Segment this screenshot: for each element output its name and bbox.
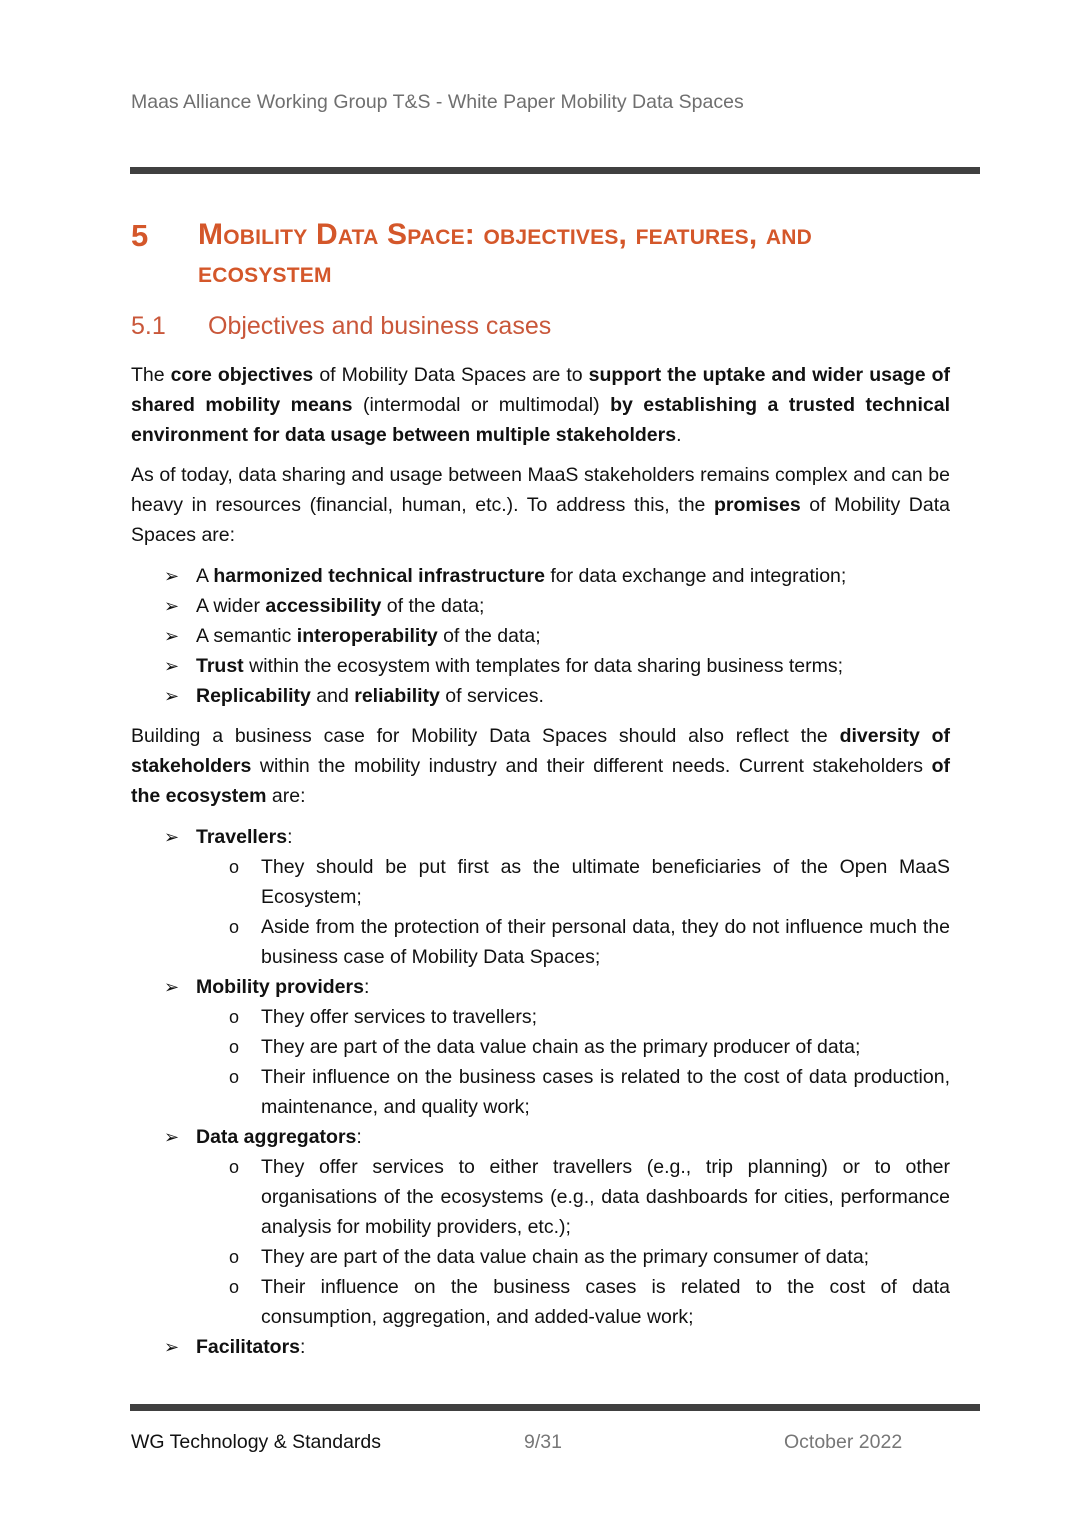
stakeholder-name: Data aggregators xyxy=(196,1126,357,1148)
bold-run: by establishing a trusted technical environment for data usage between multiple stakeholders xyxy=(131,394,950,446)
bold-run: support the uptake and wider usage of shared mobility means xyxy=(131,364,951,416)
text-run: of the data; xyxy=(381,595,485,617)
sub-list-item xyxy=(131,852,950,912)
arrow-bullet-icon: ➢ xyxy=(164,566,180,586)
circle-bullet-icon: o xyxy=(229,1157,240,1177)
subsection-number: 5.1 xyxy=(131,312,166,340)
sub-list-item xyxy=(131,1242,950,1272)
section-heading xyxy=(131,216,950,294)
text-run: : xyxy=(363,976,370,998)
text-run: of Mobility Data Spaces are to xyxy=(313,364,589,386)
sub-list-item xyxy=(131,1152,950,1242)
text-run: They should be put first as the ultimate beneficiaries of the Open MaaS Ecosystem; xyxy=(261,856,950,908)
circle-bullet-icon: o xyxy=(229,1277,240,1297)
circle-bullet-icon: o xyxy=(229,1037,240,1057)
paragraph-core-objectives xyxy=(131,360,950,450)
circle-bullet-icon: o xyxy=(229,857,240,877)
text-run: Aside from the protection of their personal data, they do not influence much the business case of Mobility Data Spaces; xyxy=(261,916,950,968)
footer-rule xyxy=(130,1404,980,1411)
arrow-bullet-icon: ➢ xyxy=(164,596,180,616)
circle-bullet-icon: o xyxy=(229,917,240,937)
sub-list-item xyxy=(131,912,950,972)
stakeholder-mobility-providers xyxy=(131,972,950,1122)
stakeholder-name: Facilitators xyxy=(196,1336,301,1358)
paragraph-stakeholders-intro xyxy=(131,721,950,811)
arrow-bullet-icon: ➢ xyxy=(164,686,180,706)
arrow-bullet-icon: ➢ xyxy=(164,656,180,676)
sub-list-item xyxy=(131,1002,950,1032)
page-content xyxy=(131,216,950,1362)
stakeholder-travellers xyxy=(131,822,950,972)
text-run: of services. xyxy=(439,685,544,707)
text-run: : xyxy=(356,1126,362,1148)
text-run: : xyxy=(287,826,293,848)
bold-run: accessibility xyxy=(265,595,382,617)
sub-list-item xyxy=(131,1032,950,1062)
sub-list-item xyxy=(131,1272,950,1332)
header-rule xyxy=(130,167,980,174)
list-item xyxy=(131,681,950,711)
arrow-bullet-icon: ➢ xyxy=(164,1337,180,1357)
list-item xyxy=(131,591,950,621)
sub-list-item xyxy=(131,1062,950,1122)
circle-bullet-icon: o xyxy=(229,1247,240,1267)
text-run: Building a business case for Mobility Data Spaces should also reflect the xyxy=(131,725,840,747)
bold-run: interoperability xyxy=(296,625,438,647)
text-run: A semantic xyxy=(196,625,297,647)
text-run: within the ecosystem with templates for data sharing business terms; xyxy=(243,655,844,677)
text-run: They offer services to travellers; xyxy=(261,1006,537,1028)
stakeholder-name: Mobility providers xyxy=(196,976,364,998)
text-run: and xyxy=(310,685,355,707)
text-run: of Mobility Data Spaces are: xyxy=(131,494,950,546)
circle-bullet-icon: o xyxy=(229,1007,240,1027)
stakeholders-list xyxy=(131,822,950,1362)
bold-run: promises xyxy=(713,494,801,516)
footer-group-name: WG Technology & Standards xyxy=(131,1431,382,1453)
bold-run: Replicability xyxy=(196,685,311,707)
text-run: They are part of the data value chain as the primary producer of data; xyxy=(261,1036,861,1058)
sub-list xyxy=(196,1002,950,1122)
list-item xyxy=(131,561,950,591)
circle-bullet-icon: o xyxy=(229,1067,240,1087)
bold-run: core objectives xyxy=(170,364,314,386)
promises-list xyxy=(131,561,950,711)
sub-list xyxy=(196,852,950,972)
arrow-bullet-icon: ➢ xyxy=(164,1127,180,1147)
bold-run: of the ecosystem xyxy=(131,755,950,807)
sub-list xyxy=(196,1152,950,1332)
bold-run: reliability xyxy=(354,685,440,707)
paragraph-promises-intro xyxy=(131,460,950,550)
text-run: A wider xyxy=(196,595,266,617)
footer-date: October 2022 xyxy=(784,1431,903,1453)
text-run: As of today, data sharing and usage between MaaS stakeholders remains complex and can be heavy in resources (financial, human, etc.). To address this, the xyxy=(131,464,950,516)
text-run: Their influence on the business cases is related to the cost of data consumption, aggregation, and added-value work; xyxy=(261,1276,950,1328)
text-run: : xyxy=(300,1336,306,1358)
text-run: are: xyxy=(266,785,306,807)
text-run: . xyxy=(676,424,682,446)
subsection-title: Objectives and business cases xyxy=(208,312,552,340)
list-item xyxy=(131,651,950,681)
bold-run: harmonized technical infrastructure xyxy=(213,565,545,587)
bold-run: diversity of stakeholders xyxy=(131,725,950,777)
subsection-heading xyxy=(131,308,950,350)
arrow-bullet-icon: ➢ xyxy=(164,977,180,997)
page-number: 9/31 xyxy=(524,1431,562,1453)
text-run: A xyxy=(196,565,214,587)
section-title xyxy=(198,216,950,292)
running-header: Maas Alliance Working Group T&S - White Paper Mobility Data Spaces xyxy=(131,91,744,113)
bold-run: Trust xyxy=(196,655,244,677)
text-run: of the data; xyxy=(437,625,541,647)
text-run: Their influence on the business cases is related to the cost of data production, maintenance, and quality work; xyxy=(261,1066,950,1118)
stakeholder-facilitators xyxy=(131,1332,950,1362)
text-run: for data exchange and integration; xyxy=(544,565,847,587)
arrow-bullet-icon: ➢ xyxy=(164,827,180,847)
list-item xyxy=(131,621,950,651)
stakeholder-name: Travellers xyxy=(196,826,288,848)
section-number: 5 xyxy=(131,218,149,253)
text-run: The xyxy=(131,364,171,386)
text-run: (intermodal or multimodal) xyxy=(352,394,611,416)
text-run: They are part of the data value chain as the primary consumer of data; xyxy=(261,1246,870,1268)
text-run: They offer services to either travellers (e.g., trip planning) or to other organisations of the ecosystems (e.g., data dashboards for cities, performance analysis for mobility providers, etc.); xyxy=(261,1156,950,1238)
stakeholder-data-aggregators xyxy=(131,1122,950,1332)
section-title-line2: ecosystem xyxy=(198,256,332,289)
arrow-bullet-icon: ➢ xyxy=(164,626,180,646)
section-title-line1: Mobility Data Space: objectives, features, and xyxy=(198,218,813,251)
text-run: within the mobility industry and their different needs. Current stakeholders xyxy=(251,755,932,777)
